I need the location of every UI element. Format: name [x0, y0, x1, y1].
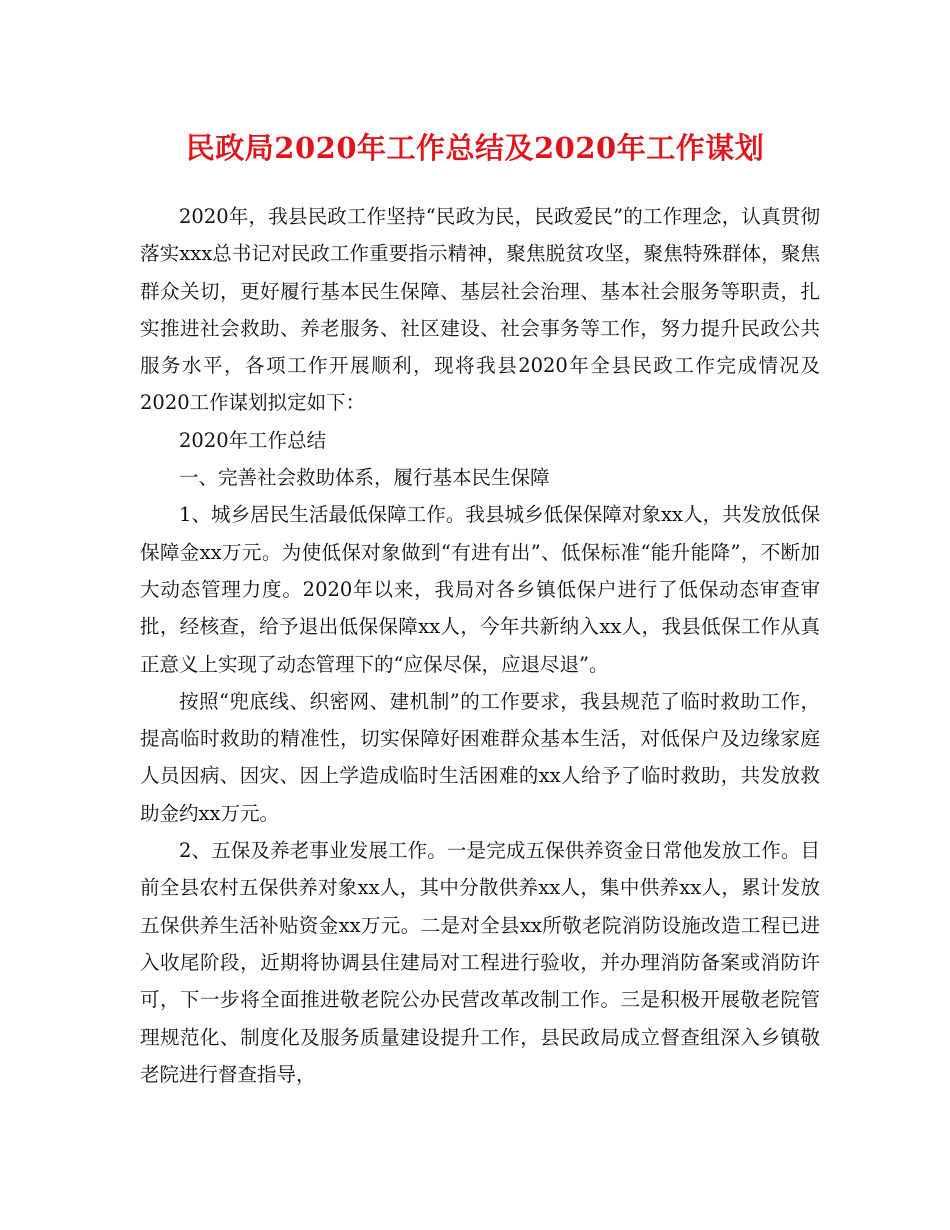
intro-paragraph: 2020年，我县民政工作坚持“民政为民，民政爱民”的工作理念，认真贯彻落实xxx总书记对民政工作重要指示精神，聚焦脱贫攻坚，聚焦特殊群体，聚焦群众关切，更好履行基本民生保障、基层社会治理、基本社会服务等职责，扎实推进社会救助、养老服务、社区建设、社会事务等工作，努力提升民政公共服务水平，各项工作开展顺利，现将我县2020年全县民政工作完成情况及2020工作谋划拟定如下：	[140, 205, 820, 415]
document-title: 民政局2020年工作总结及2020年工作谋划	[185, 131, 765, 165]
paragraph-five-guarantees-elderly: 2、五保及养老事业发展工作。一是完成五保供养资金日常他发放工作。目前全县农村五保供养对象xx人，其中分散供养xx人，集中供养xx人，累计发放五保供养生活补贴资金xx万元。二是对全县xx所敬老院消防设施改造工程已进入收尾阶段，近期将协调县住建局对工程进行验收，并办理消防备案或消防许可，下一步将全面推进敬老院公办民营改革改制工作。三是积极开展敬老院管理规范化、制度化及服务质量建设提升工作，县民政局成立督查组深入乡镇敬老院进行督查指导，	[140, 839, 820, 1086]
section-heading-1: 一、完善社会救助体系，履行基本民生保障	[179, 466, 550, 490]
section-heading-summary: 2020年工作总结	[179, 428, 327, 452]
paragraph-minimum-living-security: 1、城乡居民生活最低保障工作。我县城乡低保保障对象xx人，共发放低保保障金xx万元。为使低保对象做到“有进有出”、低保标准“能升能降”，不断加大动态管理力度。2020年以来，我局对各乡镇低保户进行了低保动态审查审批，经核查，给予退出低保保障xx人，今年共新纳入xx人，我县低保工作从真正意义上实现了动态管理下的“应保尽保，应退尽退”。	[140, 503, 820, 676]
document-body	[140, 198, 820, 1093]
paragraph-temporary-assistance: 按照“兜底线、织密网、建机制”的工作要求，我县规范了临时救助工作，提高临时救助的精准性，切实保障好困难群众基本生活，对低保户及边缘家庭人员因病、因灾、因上学造成临时生活困难的xx人给予了临时救助，共发放救助金约xx万元。	[140, 689, 820, 825]
